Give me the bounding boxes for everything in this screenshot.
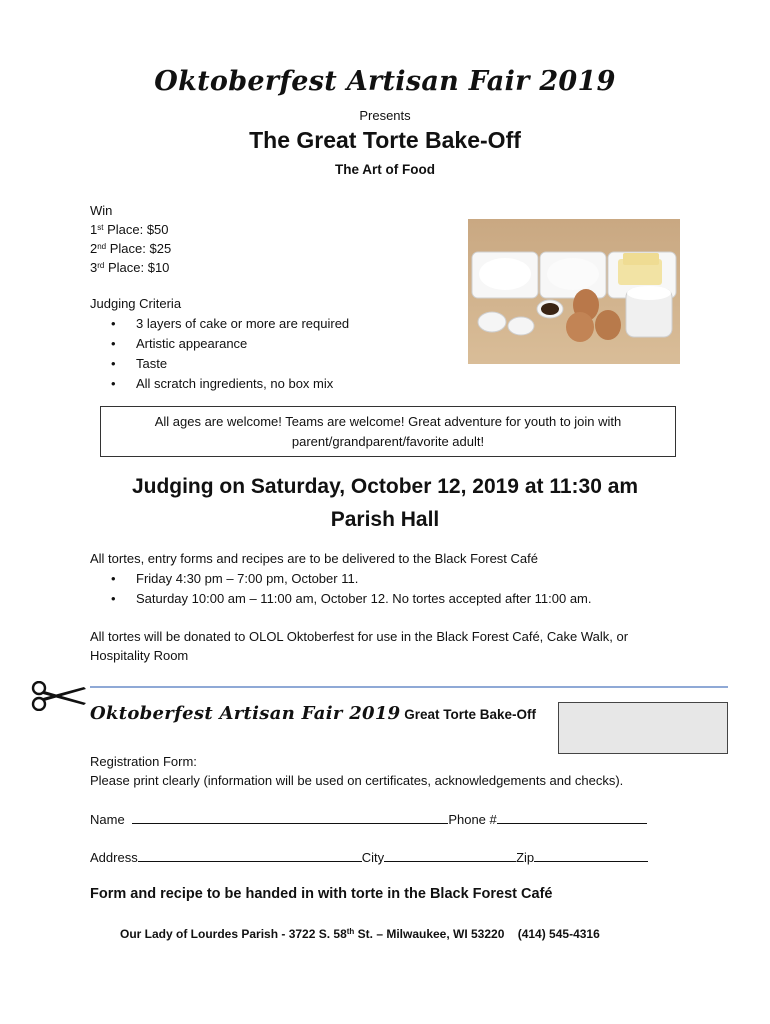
fair-title: Oktoberfest Artisan Fair 2019 [154, 66, 616, 97]
page-title: The Great Torte Bake-Off [249, 127, 521, 153]
notice-line: parent/grandparent/favorite adult! [291, 434, 485, 449]
donation-text: All tortes will be donated to OLOL Oktoberfest for use in the Black Forest Café, Cake Walk, or Hospitality Room [90, 629, 629, 663]
bullet-icon: • [111, 591, 116, 606]
judging-heading [0, 470, 770, 536]
ingredients-photo [468, 219, 680, 364]
delivery-item: • Saturday 10:00 am – 11:00 am, October 12. No tortes accepted after 11:00 am. [136, 589, 592, 609]
city-label: City [361, 850, 385, 865]
delivery-item: • Friday 4:30 pm – 7:00 pm, October 11. [136, 569, 592, 589]
bullet-icon: • [111, 571, 116, 586]
name-phone-row [90, 809, 647, 827]
judging-date: Judging on Saturday, October 12, 2019 at 11:30 am [131, 475, 639, 498]
criteria-section [90, 294, 349, 394]
presents-text: Presents [359, 108, 411, 123]
criteria-item: • 3 layers of cake or more are required [136, 314, 349, 334]
prizes-section [90, 201, 171, 277]
bullet-icon: • [111, 316, 116, 331]
criteria-item: • All scratch ingredients, no box mix [136, 374, 349, 394]
form-header [90, 703, 536, 724]
form-event-title: Great Torte Bake-Off [404, 707, 537, 722]
phone-label: Phone # [448, 812, 497, 827]
zip-field[interactable] [534, 847, 648, 862]
office-use-box [558, 702, 728, 754]
address-label: Address [90, 850, 138, 865]
registration-label: Registration Form: [90, 754, 197, 769]
prize-item: 1st Place: $50 [90, 222, 169, 237]
handin-note: Form and recipe to be handed in with torte in the Black Forest Café [90, 886, 553, 902]
form-fair-title: Oktoberfest Artisan Fair 2019 [90, 703, 401, 724]
bullet-icon: • [111, 336, 116, 351]
name-label: Name [90, 812, 125, 827]
judging-location: Parish Hall [330, 508, 440, 531]
phone-field[interactable] [497, 809, 647, 824]
address-field[interactable] [138, 847, 362, 862]
scissors-icon [30, 681, 88, 711]
prize-item: 3rd Place: $10 [90, 260, 170, 275]
footer-address: Our Lady of Lourdes Parish - 3722 S. 58th St. – Milwaukee, WI 53220 (414) 545-4316 [120, 927, 600, 941]
criteria-item: • Artistic appearance [136, 334, 349, 354]
prize-item: 2nd Place: $25 [90, 241, 172, 256]
address-row [90, 847, 648, 865]
name-field[interactable] [132, 809, 448, 824]
zip-label: Zip [516, 850, 535, 865]
bullet-icon: • [111, 376, 116, 391]
delivery-section [90, 549, 592, 609]
registration-intro [90, 752, 623, 790]
criteria-item: • Taste [136, 354, 349, 374]
notice-line: All ages are welcome! Teams are welcome! Great adventure for youth to join with [154, 414, 622, 429]
subtitle: The Art of Food [335, 162, 435, 177]
city-field[interactable] [384, 847, 516, 862]
cut-line [90, 686, 728, 688]
criteria-heading: Judging Criteria [90, 296, 182, 311]
notice-box [100, 406, 676, 457]
bullet-icon: • [111, 356, 116, 371]
registration-instructions: Please print clearly (information will be used on certificates, acknowledgements and checks). [90, 773, 624, 788]
prizes-heading: Win [90, 203, 113, 218]
delivery-intro: All tortes, entry forms and recipes are to be delivered to the Black Forest Café [90, 551, 538, 566]
